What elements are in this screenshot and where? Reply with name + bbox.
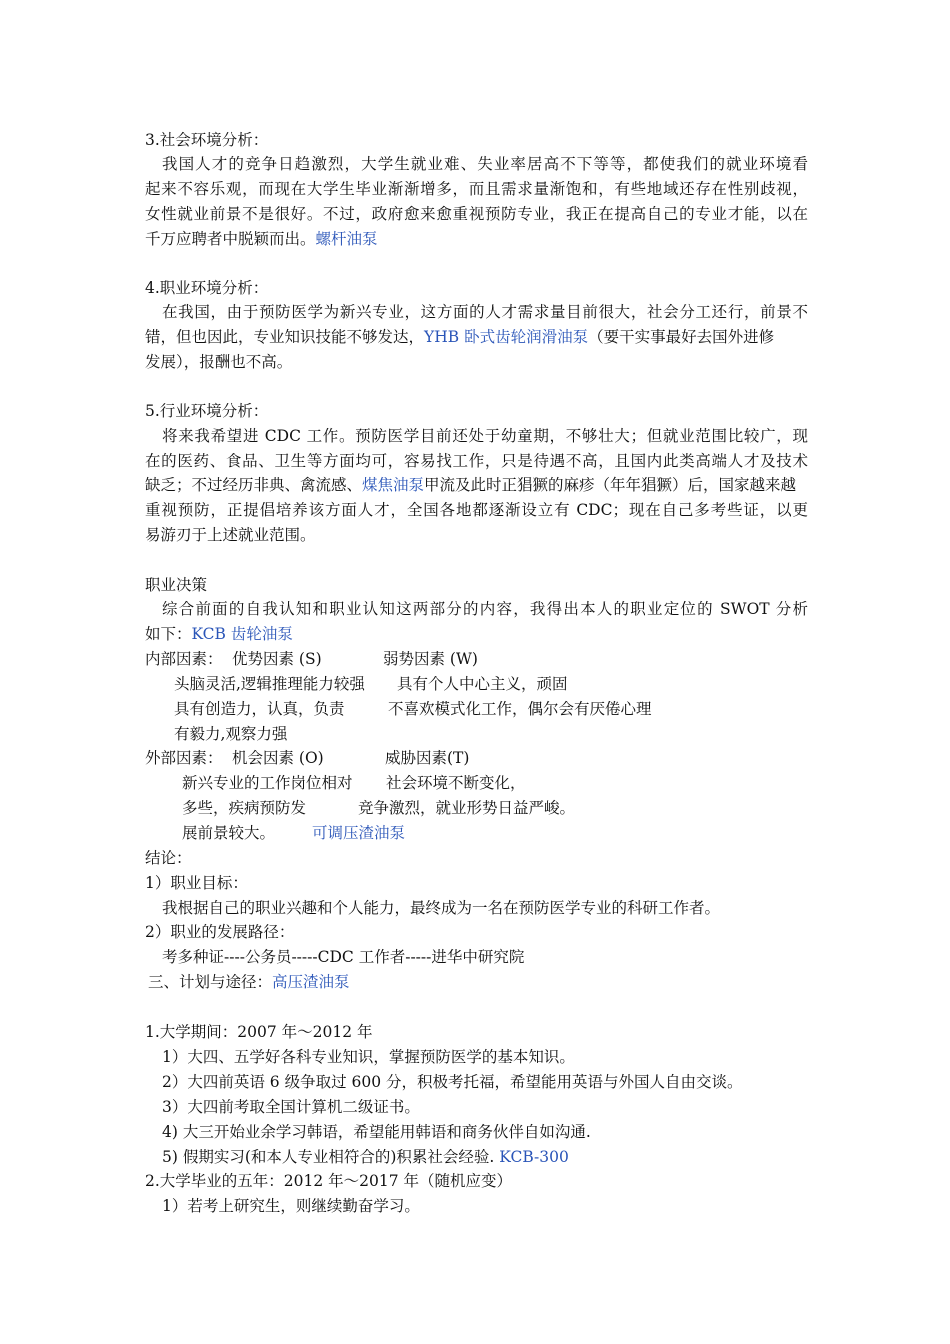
external-factors-label: 外部因素： [145,749,223,767]
conclusion-heading: 结论： [145,849,192,867]
section-5-line-4: 重视预防，正提倡培养该方面人才，全国各地都逐渐设立有 CDC；现在自己多考些证，以更 [145,501,808,519]
college-item-5-text: 5) 假期实习(和本人专业相符合的)积累社会经验. [162,1148,495,1166]
section-3-line-2: 起来不容乐观，而现在大学生毕业渐渐增多，而且需求量渐饱和，有些地域还存在性别歧视， [145,180,808,198]
section-5-text-b: 甲流及此时正猖獗的麻疹（年年猖獗）后，国家越来越 [424,476,797,494]
weakness-label: 弱势因素 (W) [383,650,478,668]
path-text: 考多种证----公务员-----CDC 工作者-----进华中研究院 [162,948,525,966]
decision-line-1: 综合前面的自我认知和职业认知这两部分的内容，我得出本人的职业定位的 SWOT 分析 [162,600,808,618]
strength-1: 头脑灵活,逻辑推理能力较强 [174,675,365,693]
section-4-text-b: （要干实事最好去国外进修 [588,328,775,346]
section-3-heading: 3.社会环境分析： [145,131,269,149]
section-3-line-4 [145,227,378,251]
opportunity-label: 机会因素 (O) [232,749,324,767]
threat-label: 威胁因素(T) [385,749,470,767]
link-coal-tar-pump[interactable]: 煤焦油泵 [362,476,425,494]
section-3-line-3: 女性就业前景不是很好。不过，政府愈来愈重视预防专业，我正在提高自己的专业才能，以在 [145,205,808,223]
college-item-5 [162,1145,569,1169]
decision-text: 如下： [145,625,192,643]
threat-1: 社会环境不断变化， [386,774,526,792]
link-screw-pump[interactable]: 螺杆油泵 [315,230,378,248]
link-adjustable-pump[interactable]: 可调压渣油泵 [312,824,406,842]
path-heading: 2）职业的发展路径： [145,923,295,941]
section-5-text-a: 缺乏；不过经历非典、禽流感、 [145,476,363,494]
college-item-1: 1）大四、五学好各科专业知识，掌握预防医学的基本知识。 [162,1048,575,1066]
opportunity-1: 新兴专业的工作岗位相对 [182,774,353,792]
strength-label: 优势因素 (S) [232,650,322,668]
link-yhb-pump[interactable]: YHB 卧式齿轮润滑油泵 [424,328,589,346]
internal-factors-label: 内部因素： [145,650,223,668]
college-item-3: 3）大四前考取全国计算机二级证书。 [162,1098,420,1116]
section-5-heading: 5.行业环境分析： [145,402,269,420]
opportunity-3: 展前景较大。 [182,824,276,842]
section-3-text: 千万应聘者中脱颖而出。 [145,230,316,248]
link-kcb-gear-pump[interactable]: KCB 齿轮油泵 [191,625,293,643]
decision-heading: 职业决策 [145,576,208,594]
after-graduation-heading: 2.大学毕业的五年：2012 年～2017 年（随机应变） [145,1172,513,1190]
threat-2: 竞争激烈，就业形势日益严峻。 [358,799,576,817]
section-4-line-3: 发展），报酬也不高。 [145,353,293,371]
goal-heading: 1）职业目标： [145,874,248,892]
section-4-line-1: 在我国，由于预防医学为新兴专业，这方面的人才需求量目前很大，社会分工还行，前景不 [162,303,808,321]
weakness-2: 不喜欢模式化工作，偶尔会有厌倦心理 [388,700,652,718]
section-5-line-5: 易游刃于上述就业范围。 [145,526,316,544]
section-4-line-2 [145,325,774,349]
link-high-pressure-pump[interactable]: 高压渣油泵 [272,973,350,991]
after-item-1: 1）若考上研究生，则继续勤奋学习。 [162,1197,420,1215]
weakness-1: 具有个人中心主义，顽固 [397,675,568,693]
decision-line-2 [145,622,293,646]
strength-2: 具有创造力，认真，负责 [174,700,345,718]
section-5-line-1: 将来我希望进 CDC 工作。预防医学目前还处于幼童期，不够壮大；但就业范围比较广，现 [162,427,808,445]
goal-text: 我根据自己的职业兴趣和个人能力，最终成为一名在预防医学专业的科研工作者。 [162,899,721,917]
section-4-text-a: 错，但也因此，专业知识技能不够发达， [145,328,425,346]
link-kcb-300[interactable]: KCB-300 [499,1148,569,1166]
opportunity-2: 多些，疾病预防发 [182,799,307,817]
plan-heading-text: 三、计划与途径： [148,973,273,991]
college-item-4: 4) 大三开始业余学习韩语，希望能用韩语和商务伙伴自如沟通. [162,1123,591,1141]
section-3-line-1: 我国人才的竞争日趋激烈，大学生就业难、失业率居高不下等等，都使我们的就业环境看 [162,155,808,173]
strength-3: 有毅力,观察力强 [174,725,288,743]
plan-heading [148,970,350,994]
section-4-heading: 4.职业环境分析： [145,279,269,297]
section-5-line-2: 在的医药、食品、卫生等方面均可，容易找工作，只是待遇不高，且国内此类高端人才及技术 [145,452,808,470]
section-5-line-3 [145,473,796,497]
college-heading: 1.大学期间：2007 年～2012 年 [145,1023,373,1041]
college-item-2: 2）大四前英语 6 级争取过 600 分，积极考托福，希望能用英语与外国人自由交谈。 [162,1073,743,1091]
